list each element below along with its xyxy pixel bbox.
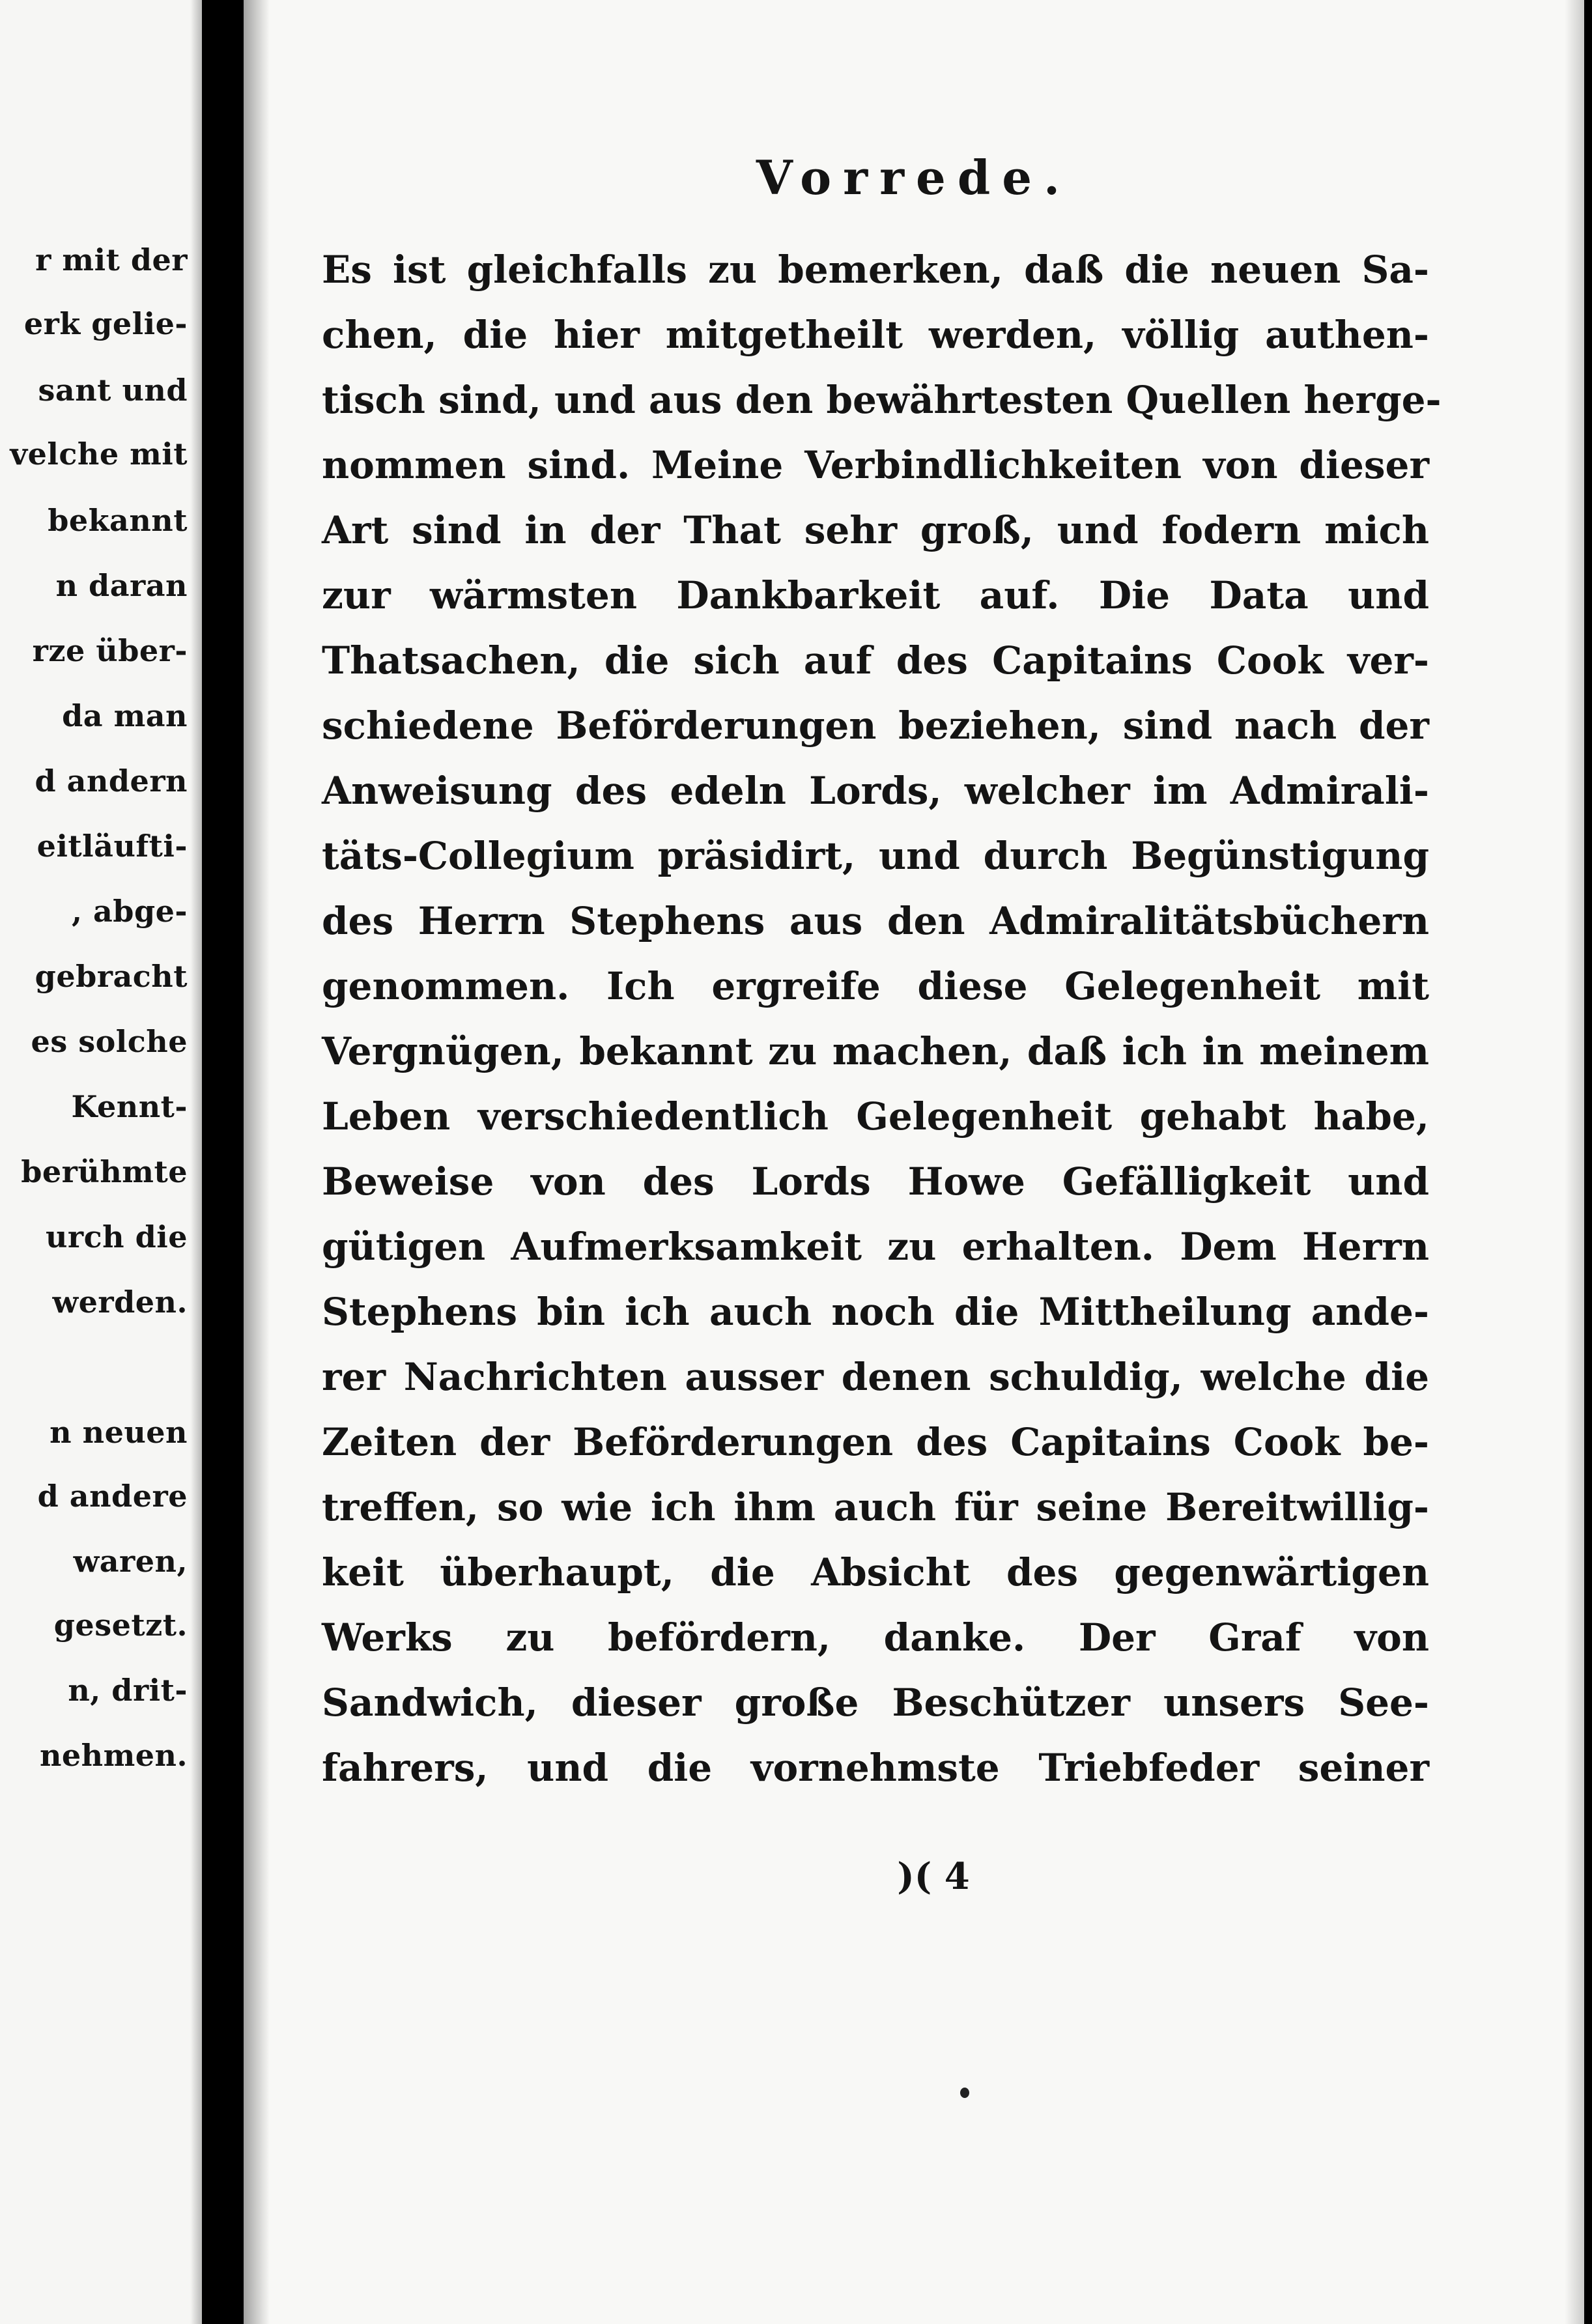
page-edge-shadow bbox=[1565, 0, 1584, 2324]
left-page bbox=[0, 0, 202, 2324]
page-fold-shadow bbox=[190, 0, 202, 2324]
left-page-line: erk gelie- bbox=[23, 306, 188, 341]
text-line: des Herrn Stephens aus den Admiralitätsbüchern bbox=[322, 899, 1429, 943]
text-line: gütigen Aufmerksamkeit zu erhalten. Dem Herrn bbox=[322, 1225, 1429, 1269]
text-line: treffen, so wie ich ihm auch für seine Bereitwillig- bbox=[322, 1485, 1429, 1529]
ink-speck bbox=[960, 2088, 969, 2098]
left-page-line: rze über- bbox=[32, 633, 188, 668]
text-line: Sandwich, dieser große Beschützer unsers See- bbox=[322, 1680, 1429, 1725]
left-page-line: berühmte bbox=[21, 1154, 188, 1189]
text-line: Leben verschiedentlich Gelegenheit gehabt habe, bbox=[322, 1094, 1429, 1139]
text-line: rer Nachrichten ausser denen schuldig, welche die bbox=[322, 1355, 1429, 1399]
running-head: Vorrede. bbox=[756, 150, 1072, 205]
left-page-line: Kennt- bbox=[71, 1089, 188, 1124]
left-page-line: urch die bbox=[45, 1219, 188, 1254]
left-page-line: n neuen bbox=[50, 1415, 188, 1450]
left-page-line: , abge- bbox=[71, 894, 188, 929]
text-line: schiedene Beförderungen beziehen, sind nach der bbox=[322, 703, 1429, 748]
page-edge-shadow bbox=[244, 0, 270, 2324]
left-page-line: da man bbox=[62, 698, 188, 733]
right-page bbox=[244, 0, 1584, 2324]
left-page-line: velche mit bbox=[10, 436, 188, 472]
book-gutter bbox=[202, 0, 244, 2324]
left-page-line: n daran bbox=[55, 568, 188, 603]
text-line: Thatsachen, die sich auf des Capitains Cook ver- bbox=[322, 638, 1429, 683]
text-line: tisch sind, und aus den bewährtesten Quellen herge- bbox=[322, 378, 1442, 422]
text-line: Vergnügen, bekannt zu machen, daß ich in meinem bbox=[322, 1029, 1429, 1073]
text-line: zur wärmsten Dankbarkeit auf. Die Data und bbox=[322, 573, 1429, 617]
left-page-line: bekannt bbox=[48, 503, 188, 538]
text-line: genommen. Ich ergreife diese Gelegenheit mit bbox=[322, 964, 1429, 1008]
text-line: Art sind in der That sehr groß, und fodern mich bbox=[322, 508, 1429, 552]
left-page-line: d andere bbox=[37, 1479, 188, 1514]
left-page-line: werden. bbox=[52, 1284, 188, 1320]
left-page-line: waren, bbox=[73, 1544, 188, 1579]
text-line: täts-Collegium präsidirt, und durch Begünstigung bbox=[322, 834, 1429, 878]
left-page-line: n, drit- bbox=[68, 1673, 188, 1708]
left-page-line: gebracht bbox=[35, 959, 188, 994]
text-line: Stephens bin ich auch noch die Mittheilung ande- bbox=[322, 1290, 1429, 1334]
text-line: fahrers, und die vornehmste Triebfeder seiner bbox=[322, 1746, 1429, 1790]
left-page-line: d andern bbox=[35, 763, 188, 799]
left-page-line: es solche bbox=[31, 1024, 188, 1059]
signature-mark: )( 4 bbox=[897, 1855, 970, 1898]
left-page-line: nehmen. bbox=[39, 1738, 188, 1773]
left-page-line: eitläufti- bbox=[36, 829, 188, 864]
text-line: Werks zu befördern, danke. Der Graf von bbox=[322, 1615, 1429, 1660]
left-page-line: gesetzt. bbox=[53, 1608, 188, 1643]
text-line: keit überhaupt, die Absicht des gegenwärtigen bbox=[322, 1550, 1429, 1594]
text-line: Zeiten der Beförderungen des Capitains Cook be- bbox=[322, 1420, 1429, 1464]
text-line: nommen sind. Meine Verbindlichkeiten von dieser bbox=[322, 443, 1429, 487]
left-page-line: r mit der bbox=[35, 242, 188, 277]
text-line: Anweisung des edeln Lords, welcher im Admirali- bbox=[322, 769, 1429, 813]
text-line: chen, die hier mitgetheilt werden, völlig authen- bbox=[322, 313, 1429, 357]
text-line: Beweise von des Lords Howe Gefälligkeit und bbox=[322, 1159, 1429, 1204]
left-page-line: sant und bbox=[38, 373, 188, 408]
text-line: Es ist gleichfalls zu bemerken, daß die neuen Sa- bbox=[322, 248, 1429, 292]
